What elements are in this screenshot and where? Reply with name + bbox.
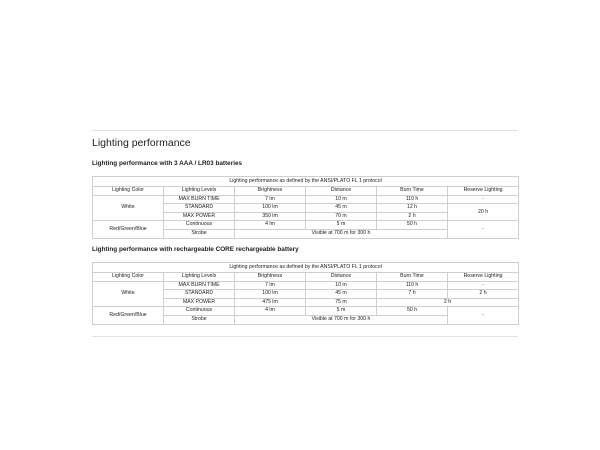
brightness-cell: 4 lm [235,221,306,230]
distance-cell: 75 m [306,298,377,307]
distance-cell: 5 m [306,307,377,316]
header-reserve-lighting: Reserve Lighting [448,273,519,282]
header-lighting-color: Lighting Color [93,273,164,282]
top-divider [92,130,518,131]
bottom-divider [92,336,518,337]
burn-time-cell: 110 h [377,281,448,290]
header-lighting-levels: Lighting Levels [164,273,235,282]
distance-cell: 10 m [306,281,377,290]
header-distance: Distance [306,187,377,196]
burn-time-cell: 50 h [377,221,448,230]
table-1 [92,176,519,239]
reserve-cell: - [448,281,519,290]
distance-cell: 70 m [306,212,377,221]
header-burn-time: Burn Time [377,187,448,196]
header-lighting-levels: Lighting Levels [164,187,235,196]
table-row [93,195,519,204]
strobe-visibility: Visible at 700 m for 300 h [235,315,448,324]
distance-cell: 45 m [306,204,377,213]
header-burn-time: Burn Time [377,273,448,282]
level-cell: MAX POWER [164,212,235,221]
level-cell: Continuous [164,221,235,230]
distance-cell: 45 m [306,290,377,299]
table-2 [92,262,519,325]
burn-time-cell: 2 h [377,212,448,221]
header-brightness: Brightness [235,187,306,196]
distance-cell: 10 m [306,195,377,204]
level-cell: MAX BURN TIME [164,281,235,290]
burn-time-cell: 7 h [377,290,448,299]
level-cell: Continuous [164,307,235,316]
header-reserve-lighting: Reserve Lighting [448,187,519,196]
level-cell: STANDARD [164,290,235,299]
level-cell: Strobe [164,229,235,238]
reserve-cell: - [448,307,519,324]
table-caption: Lighting performance as defined by the ANSI/PLATO FL 1 protocol [93,263,519,273]
brightness-cell: 100 lm [235,204,306,213]
burn-time-cell: 110 h [377,195,448,204]
table-1-heading: Lighting performance with 3 AAA / LR03 batteries [92,160,243,167]
distance-cell: 5 m [306,221,377,230]
header-distance: Distance [306,273,377,282]
brightness-cell: 350 lm [235,212,306,221]
brightness-cell: 100 lm [235,290,306,299]
color-white: White [93,281,164,307]
level-cell: MAX POWER [164,298,235,307]
strobe-visibility: Visible at 700 m for 300 h [235,229,448,238]
table-header-row [93,187,519,196]
brightness-cell: 7 lm [235,281,306,290]
reserve-cell: 2 h [448,290,519,299]
burn-reserve-cell: 2 h [377,298,519,307]
reserve-cell: 20 h [448,204,519,221]
table-header-row [93,273,519,282]
table-caption: Lighting performance as defined by the ANSI/PLATO FL 1 protocol [93,177,519,187]
level-cell: STANDARD [164,204,235,213]
brightness-cell: 475 lm [235,298,306,307]
table-row [93,221,519,230]
table-row [93,307,519,316]
brightness-cell: 7 lm [235,195,306,204]
brightness-cell: 4 lm [235,307,306,316]
burn-time-cell: 50 h [377,307,448,316]
color-white: White [93,195,164,221]
color-rgb: Red/Green/Blue [93,221,164,238]
table-row [93,281,519,290]
header-lighting-color: Lighting Color [93,187,164,196]
page-title: Lighting performance [92,137,191,149]
level-cell: Strobe [164,315,235,324]
table-2-heading: Lighting performance with rechargeable CORE rechargeable battery [92,246,299,253]
reserve-cell: - [448,195,519,204]
level-cell: MAX BURN TIME [164,195,235,204]
header-brightness: Brightness [235,273,306,282]
color-rgb: Red/Green/Blue [93,307,164,324]
reserve-cell: - [448,221,519,238]
burn-time-cell: 12 h [377,204,448,213]
